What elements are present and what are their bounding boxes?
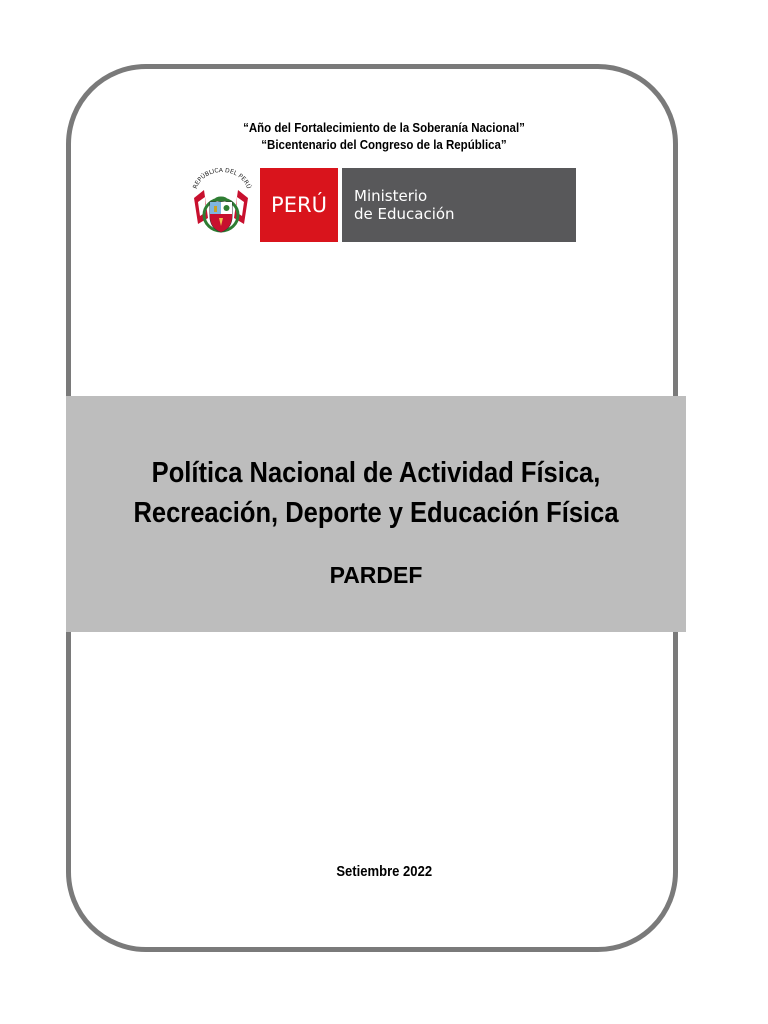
- official-year-header: [0, 120, 768, 154]
- coat-of-arms-icon: [188, 168, 254, 242]
- title-band: [66, 396, 686, 632]
- publication-date-text: Setiembre 2022: [336, 864, 432, 880]
- peru-label: PERÚ: [260, 168, 338, 242]
- document-title-line-2: Recreación, Deporte y Educación Física: [133, 497, 619, 529]
- document-acronym: PARDEF: [329, 562, 423, 588]
- document-title-line-1: Política Nacional de Actividad Física,: [151, 457, 601, 489]
- document-title: [66, 453, 686, 533]
- ministry-name-line-2: de Educación: [354, 205, 455, 223]
- year-slogan-line-2: “Bicentenario del Congreso de la República”: [261, 138, 507, 152]
- ministry-name-line-1: Ministerio: [354, 187, 428, 205]
- year-slogan-line-1: “Año del Fortalecimiento de la Soberanía Nacional”: [243, 121, 525, 135]
- publication-date: [0, 864, 768, 880]
- coat-of-arms-caption: REPÚBLICA DEL PERÚ: [191, 168, 253, 190]
- svg-text:REPÚBLICA DEL PERÚ: [192, 168, 252, 190]
- ministry-name: [342, 168, 576, 242]
- ministry-logo: [188, 168, 576, 242]
